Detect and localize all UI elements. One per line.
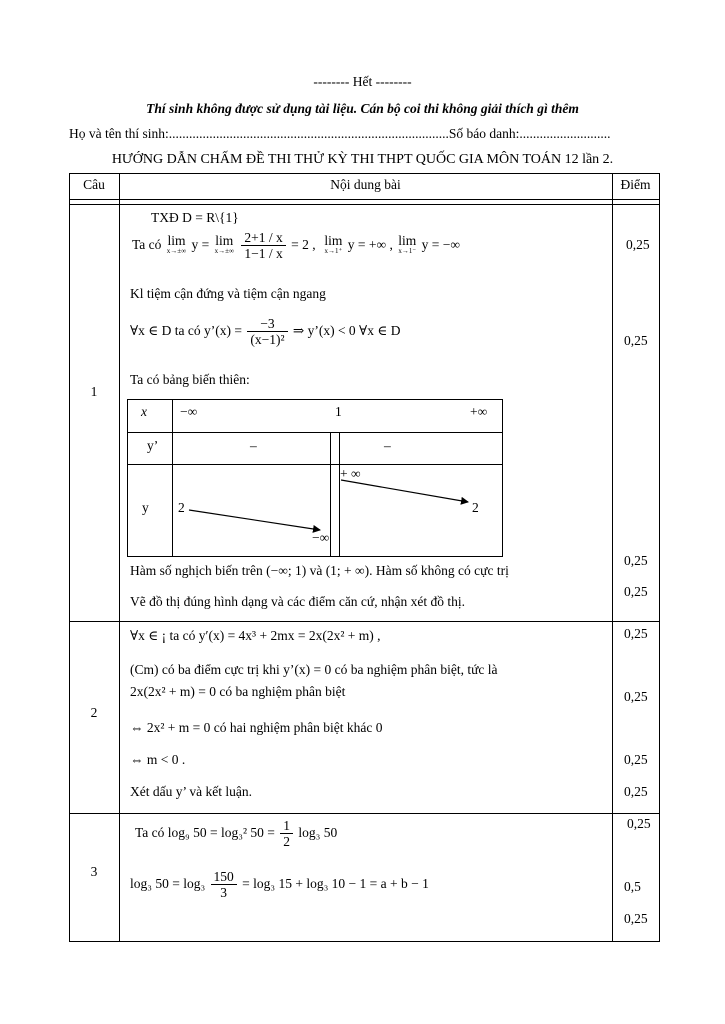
vt-y-left-start: 2 xyxy=(178,500,185,515)
vt-x-label: x xyxy=(141,404,147,419)
q3-fraction: $\frac{150}{3}$ xyxy=(211,869,237,900)
limit-left-result: y = −∞ xyxy=(421,237,460,252)
vt-arrow-decreasing-left xyxy=(189,510,320,530)
page-title: HƯỚNG DẪN CHẤM ĐỀ THI THỬ KỲ THI THPT QUỐC GIA MÔN TOÁN 12 lần 2. xyxy=(111,152,614,167)
q3-line-2-suffix: = log₃ 15 + log₃ 10 − 1 = a + b − 1 xyxy=(242,876,429,891)
score: 0,25 xyxy=(627,816,651,831)
vt-x-neg-inf: −∞ xyxy=(180,404,198,419)
vt-y-left-end: −∞ xyxy=(312,530,330,545)
limit-right-result: y = +∞ , xyxy=(347,237,393,252)
vt-x-one: 1 xyxy=(335,404,342,419)
score: 0,25 xyxy=(624,689,648,704)
score: 0,25 xyxy=(624,784,648,799)
vt-y-label: y xyxy=(142,500,149,515)
q3-line-1-suffix: log₃ 50 xyxy=(298,825,338,840)
q3-line-1 xyxy=(135,817,337,849)
score: 0,25 xyxy=(624,553,648,568)
vt-arrow-decreasing-right xyxy=(341,480,468,502)
limit-function: y xyxy=(191,237,199,252)
score: 0,25 xyxy=(624,911,648,926)
derivative-fraction: $\frac{-3}{\text{(x−1)²}}$ xyxy=(247,316,287,347)
limit-expression: lim x→±∞ xyxy=(214,233,234,256)
score: 0,25 xyxy=(626,237,650,252)
vt-y-right-end: 2 xyxy=(472,500,479,515)
score: 0,25 xyxy=(624,626,648,641)
vt-yprime-label: y’ xyxy=(147,438,159,453)
q3-half-fraction: $\frac{1}{2}$ xyxy=(280,818,293,849)
limits-line: Ta có lim x→±∞ y = lim x→±∞ $\frac{2+1 / x}{1-1 / x}$ = 2 , lim x→1⁺ y = +∞ , lim x→1⁻ y = −∞ xyxy=(132,230,460,262)
score: 0,25 xyxy=(624,584,648,599)
candidate-name-line: Họ và tên thí sinh:...................................................................................Số báo danh:........................... xyxy=(69,126,611,141)
column-header-question: Câu xyxy=(83,177,105,192)
vt-y-right-start: + ∞ xyxy=(340,466,361,481)
question-number: 2 xyxy=(90,705,98,720)
q2-line-6: Xét dấu y’ và kết luận. xyxy=(130,784,252,799)
limit-fraction: $\frac{2+1 / x}{1-1 / x}$ xyxy=(241,230,285,261)
variation-table-intro: Ta có bảng biến thiên: xyxy=(130,372,250,387)
score: 0,5 xyxy=(624,879,641,894)
limit-expression: lim x→±∞ xyxy=(166,233,187,256)
monotonic-line: Hàm số nghịch biến trên (−∞; 1) và (1; + ∞). Hàm số không có cực trị xyxy=(130,563,509,578)
vt-x-pos-inf: +∞ xyxy=(470,404,488,419)
limits-prefix: Ta có xyxy=(132,237,162,252)
limit-expression: lim x→1⁻ xyxy=(398,233,417,256)
score: 0,25 xyxy=(624,752,648,767)
derivative-prefix: ∀x ∈ D ta có y’(x) = xyxy=(130,323,242,338)
question-number: 3 xyxy=(90,864,98,879)
column-header-score: Điểm xyxy=(620,177,651,192)
q2-line-3: 2x(2x² + m) = 0 có ba nghiệm phân biệt xyxy=(130,684,346,699)
column-header-content: Nội dung bài xyxy=(330,177,401,192)
derivative-suffix: ⇒ y’(x) < 0 ∀x ∈ D xyxy=(292,323,401,338)
asymptote-line: Kl tiệm cận đứng và tiệm cận ngang xyxy=(130,286,326,301)
question-number: 1 xyxy=(90,384,98,399)
q3-line-2 xyxy=(130,868,429,900)
q3-line-2-prefix: log₃ 50 = log₃ xyxy=(130,876,206,891)
score: 0,25 xyxy=(624,333,648,348)
vt-yprime-sign-left: – xyxy=(250,438,257,453)
q2-line-4: ⇔ 2x² + m = 0 có hai nghiệm phân biệt khác 0 xyxy=(130,720,383,735)
q2-line-1: ∀x ∈ ¡ ta có y′(x) = 4x³ + 2mx = 2x(2x² + m) , xyxy=(130,628,381,643)
limit-result: = 2 , xyxy=(291,237,316,252)
limit-expression: lim x→1⁺ xyxy=(324,233,343,256)
exam-notice: Thí sinh không được sử dụng tài liệu. Cán bộ coi thi không giải thích gì thêm xyxy=(146,101,579,116)
graph-line: Vẽ đồ thị đúng hình dạng và các điểm căn cứ, nhận xét đồ thị. xyxy=(130,594,465,609)
q3-line-1-prefix: Ta có log₉ 50 = log₃² 50 = xyxy=(135,825,275,840)
domain-line: TXĐ D = R\{1} xyxy=(151,210,239,225)
vt-yprime-sign-right: – xyxy=(384,438,391,453)
q2-line-2: (Cm) có ba điểm cực trị khi y’(x) = 0 có ba nghiệm phân biệt, tức là xyxy=(130,662,498,677)
end-mark: -------- Hết -------- xyxy=(313,74,412,89)
q2-line-5: ⇔ m < 0 . xyxy=(130,752,186,767)
